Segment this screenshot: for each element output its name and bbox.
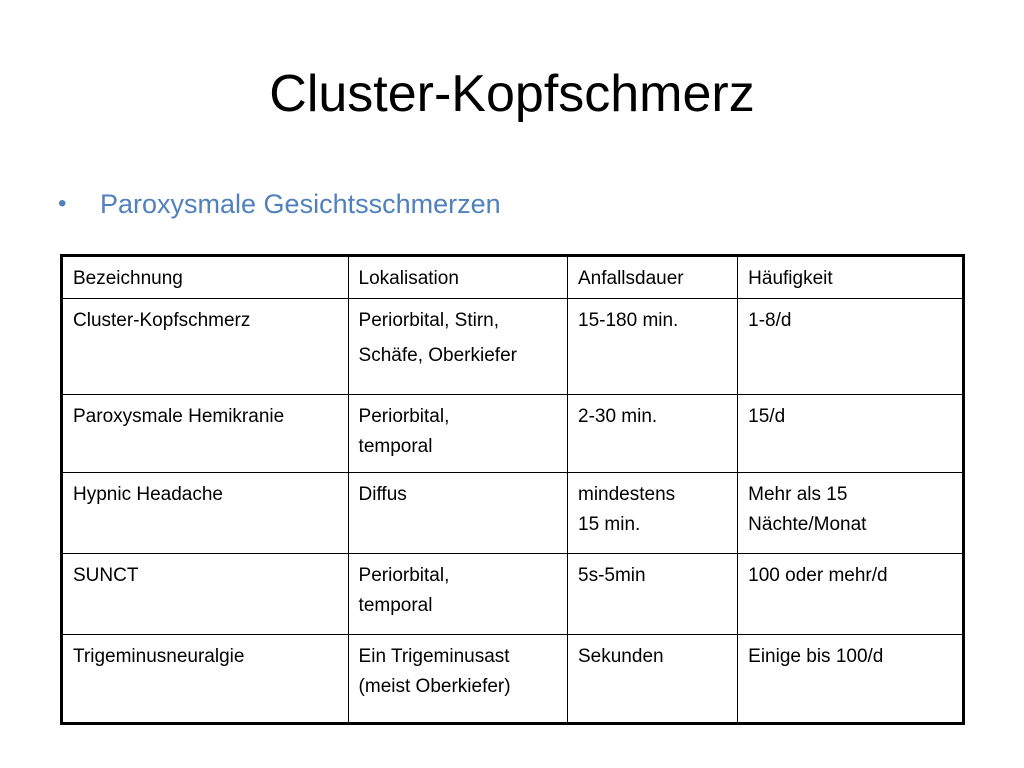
cell-anfallsdauer [568, 473, 738, 554]
cell-anfallsdauer: Sekunden [568, 635, 738, 724]
cell-haeufigkeit [738, 473, 964, 554]
cell-bezeichnung: Cluster-Kopfschmerz [62, 299, 349, 395]
table-row [62, 635, 964, 724]
bullet-text: Paroxysmale Gesichtsschmerzen [100, 189, 501, 219]
cell-anfallsdauer: 5s-5min [568, 554, 738, 635]
header-bezeichnung: Bezeichnung [62, 256, 349, 299]
header-anfallsdauer: Anfallsdauer [568, 256, 738, 299]
cell-line: Periorbital, [358, 406, 450, 427]
cell-anfallsdauer: 15-180 min. [568, 299, 738, 395]
cell-line: Mehr als 15 [748, 484, 848, 505]
cell-line: Ein Trigeminusast [358, 646, 510, 667]
cell-anfallsdauer: 2-30 min. [568, 395, 738, 473]
cell-bezeichnung: Hypnic Headache [62, 473, 349, 554]
cell-lokalisation [348, 299, 567, 395]
cell-haeufigkeit: 100 oder mehr/d [738, 554, 964, 635]
table-row [62, 554, 964, 635]
cell-lokalisation [348, 554, 567, 635]
bullet-dot-icon: • [58, 190, 67, 217]
cell-line: Periorbital, Stirn, [358, 310, 499, 331]
cell-line: mindestens [578, 484, 676, 505]
cell-haeufigkeit: 1-8/d [738, 299, 964, 395]
bullet-item [58, 186, 501, 222]
slide-title: Cluster-Kopfschmerz [269, 65, 755, 123]
cell-line: 15 min. [578, 514, 641, 535]
cell-line: Periorbital, [358, 565, 450, 586]
cell-haeufigkeit: 15/d [738, 395, 964, 473]
cell-line: (meist Oberkiefer) [358, 676, 511, 697]
cell-line: temporal [358, 595, 433, 616]
cell-haeufigkeit: Einige bis 100/d [738, 635, 964, 724]
header-haeufigkeit: Häufigkeit [738, 256, 964, 299]
cell-lokalisation: Diffus [348, 473, 567, 554]
table-row [62, 473, 964, 554]
cell-lokalisation [348, 395, 567, 473]
cell-line: temporal [358, 436, 433, 457]
cell-bezeichnung: Paroxysmale Hemikranie [62, 395, 349, 473]
table-header-row [62, 256, 964, 299]
table-row [62, 299, 964, 395]
header-lokalisation: Lokalisation [348, 256, 567, 299]
cell-line: Schäfe, Oberkiefer [358, 345, 517, 366]
cell-line: Nächte/Monat [748, 514, 867, 535]
table-row [62, 395, 964, 473]
cell-bezeichnung: Trigeminusneuralgie [62, 635, 349, 724]
headache-table [60, 254, 965, 725]
cell-bezeichnung: SUNCT [62, 554, 349, 635]
cell-lokalisation [348, 635, 567, 724]
